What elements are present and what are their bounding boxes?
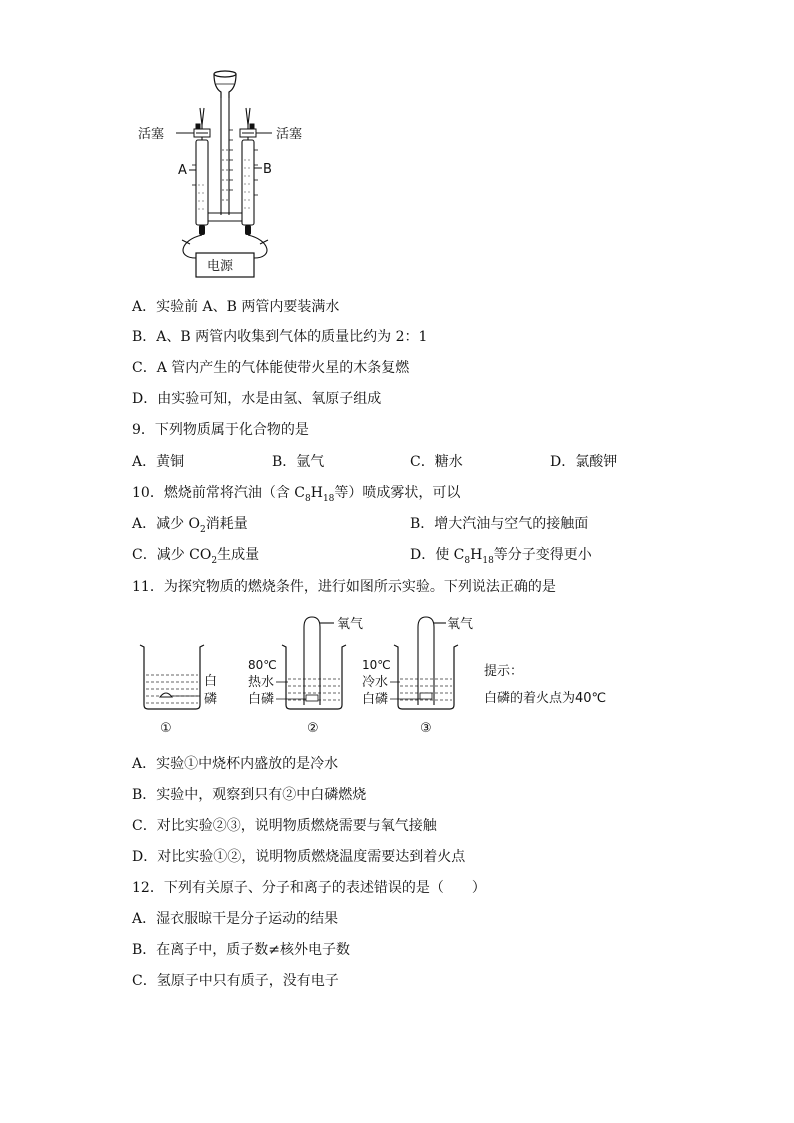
fig-label-bai: 白 — [204, 674, 218, 689]
tube-b-label: B — [263, 162, 272, 177]
q12-option-b: B．在离子中，质子数≠核外电子数 — [132, 942, 351, 958]
oxygen-label-2: 氧气 — [337, 617, 364, 632]
oxygen-tube-3 — [418, 617, 446, 705]
power-supply-label: 电源 — [207, 259, 234, 274]
oxygen-label-3: 氧气 — [447, 617, 474, 632]
q11-option-d: D．对比实验①②，说明物质燃烧温度需要达到着火点 — [132, 849, 466, 865]
funnel — [214, 71, 236, 98]
phosphorus-3 — [420, 693, 432, 699]
q11-option-c: C．对比实验②③，说明物质燃烧需要与氧气接触 — [132, 818, 437, 834]
q12-option-a: A．湿衣服晾干是分子运动的结果 — [132, 911, 339, 927]
middle-tube-water — [222, 150, 228, 200]
combustion-experiment-figure — [0, 605, 794, 745]
electrodes — [199, 225, 251, 235]
q12-stem: 12．下列有关原子、分子和离子的表述错误的是（ ） — [132, 880, 486, 896]
oxygen-tube-2 — [304, 617, 334, 705]
q9-option-b: B．氩气 — [272, 454, 325, 470]
stopcock-label-right: 活塞 — [276, 127, 303, 142]
fig-label-lin: 磷 — [204, 692, 218, 707]
q10-option-c: C．减少 $CO_2$生成量 — [132, 547, 260, 566]
connecting-tube — [208, 213, 242, 221]
q11-option-b: B．实验中，观察到只有②中白磷燃烧 — [132, 787, 367, 803]
beaker-3 — [394, 645, 458, 709]
water-label-2: 热水 — [248, 675, 275, 690]
phosphorus-2 — [306, 695, 318, 701]
q8-option-a: A．实验前 A、B 两管内要装满水 — [132, 299, 340, 315]
q9-stem: 9．下列物质属于化合物的是 — [132, 422, 309, 438]
q9-option-a: A．黄铜 — [132, 454, 185, 470]
beaker-1 — [140, 645, 204, 709]
electrolysis-apparatus-figure — [0, 0, 794, 290]
water-label-3: 冷水 — [362, 675, 389, 690]
phosphorus-1 — [160, 693, 172, 697]
temp-label-3: 10℃ — [362, 658, 391, 672]
phos-label-2: 白磷 — [248, 692, 275, 707]
experiment-2-number: ② — [307, 721, 319, 736]
tube-a-label: A — [178, 163, 187, 178]
q8-option-c: C．A 管内产生的气体能使带火星的木条复燃 — [132, 360, 410, 376]
q10-option-a: A．减少 $O_2$消耗量 — [132, 516, 248, 535]
experiment-3-number: ③ — [420, 721, 432, 736]
stopcock-label-left: 活塞 — [138, 127, 165, 142]
q10-stem: 10．燃烧前常将汽油（含 $C_8H_{18}$等）喷成雾状，可以 — [132, 485, 461, 504]
hint-title: 提示： — [484, 664, 524, 679]
beaker-1-water — [146, 675, 198, 703]
phos-label-3: 白磷 — [362, 692, 389, 707]
q12-option-c: C．氢原子中只有质子，没有电子 — [132, 973, 339, 989]
middle-tube — [221, 98, 229, 215]
stopcock-right — [240, 124, 272, 137]
q9-option-c: C．糖水 — [410, 454, 463, 470]
stopcock-left — [176, 124, 210, 137]
q10-option-d: D．使 $C_8H_{18}$等分子变得更小 — [410, 547, 592, 566]
q10-option-b: B．增大汽油与空气的接触面 — [410, 516, 589, 532]
experiment-1-number: ① — [160, 721, 172, 736]
hint-body: 白磷的着火点为40℃ — [484, 691, 607, 706]
q11-option-a: A．实验①中烧杯内盛放的是冷水 — [132, 756, 339, 772]
tube-a-water — [198, 185, 206, 209]
q8-option-b: B．A、B 两管内收集到气体的质量比约为 2：1 — [132, 329, 428, 345]
q9-option-d: D．氯酸钾 — [550, 454, 618, 470]
q11-stem: 11．为探究物质的燃烧条件，进行如图所示实验。下列说法正确的是 — [132, 579, 556, 595]
tube-b-water — [244, 160, 252, 208]
temp-label-2: 80℃ — [248, 658, 277, 672]
q8-option-d: D．由实验可知，水是由氢、氧原子组成 — [132, 391, 382, 407]
